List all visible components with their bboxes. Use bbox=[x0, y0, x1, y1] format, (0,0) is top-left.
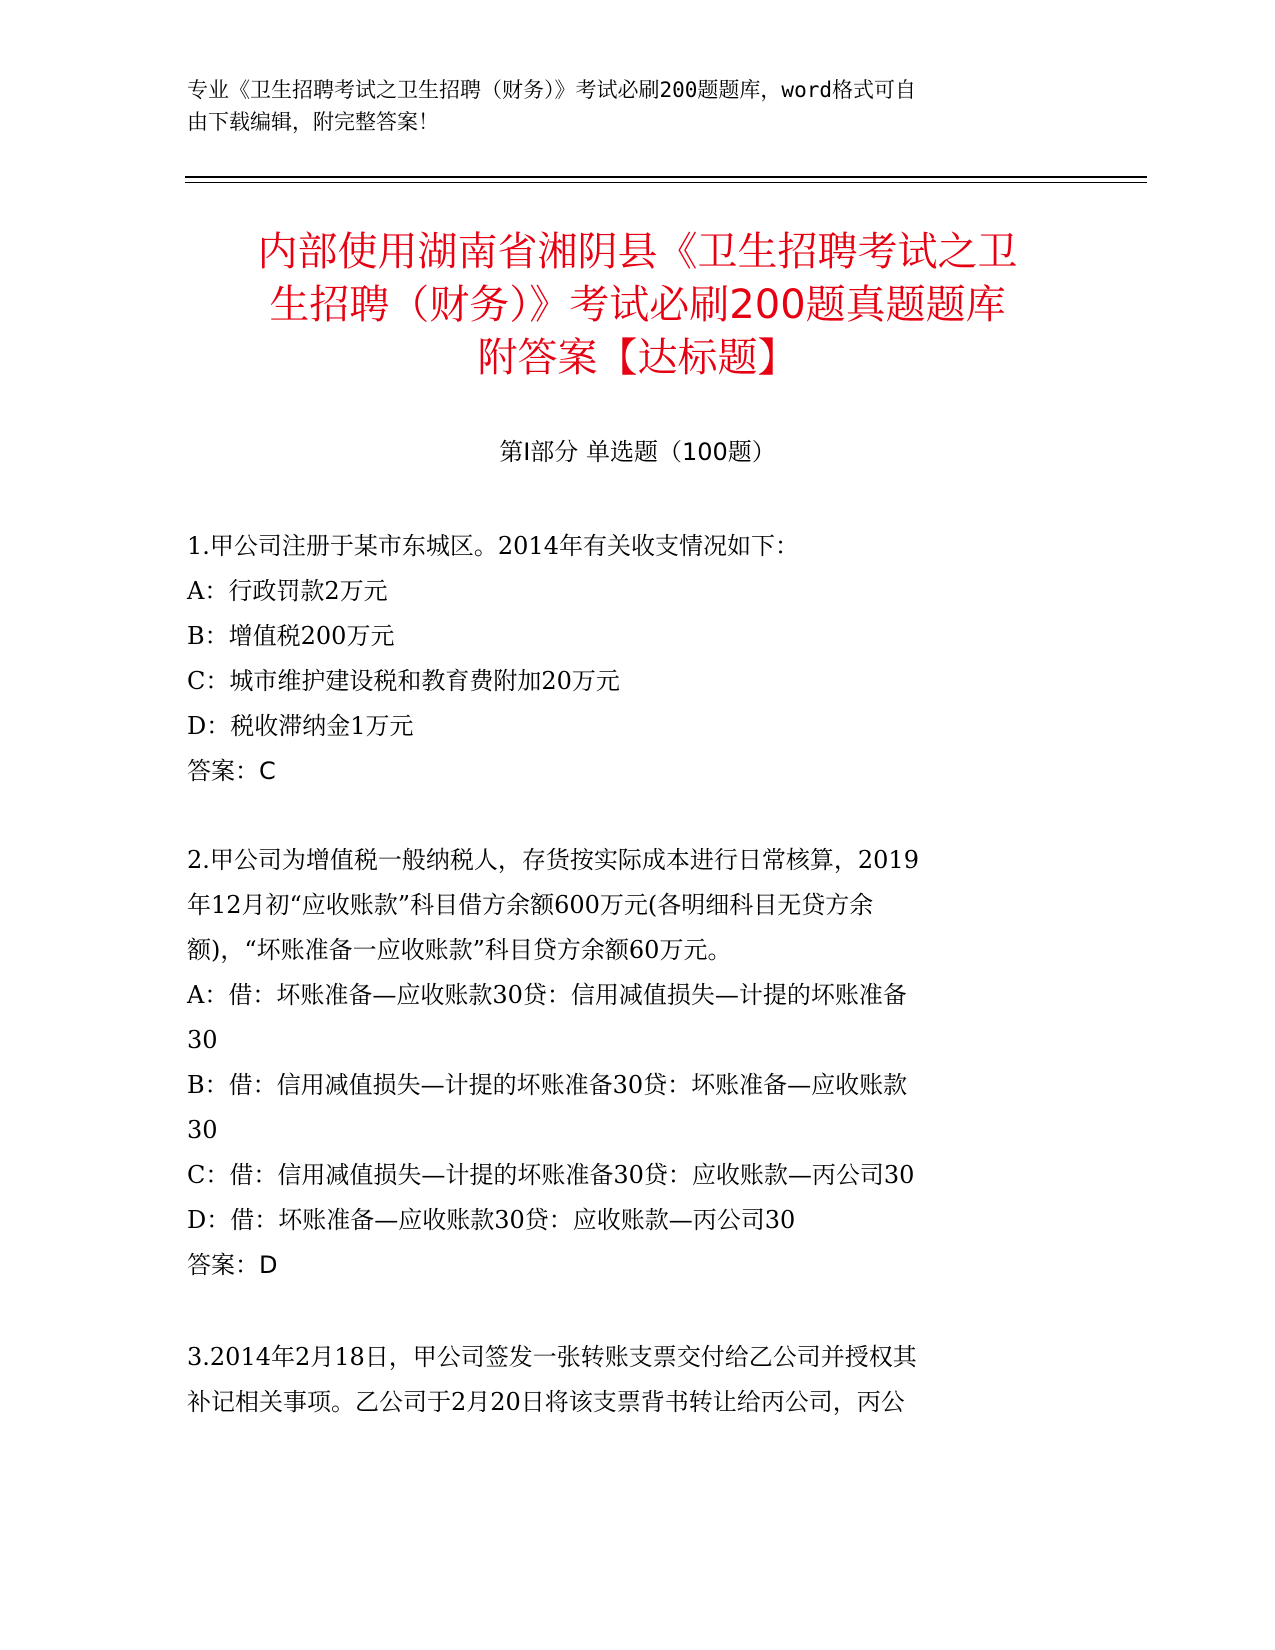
title-line-2: 生招聘（财务）》考试必刷200题真题题库 bbox=[269, 282, 1006, 328]
option-c: C：城市维护建设税和教育费附加20万元 bbox=[187, 667, 620, 695]
header-note-line-1: 专业《卫生招聘考试之卫生招聘（财务）》考试必刷200题题库，word格式可自 bbox=[187, 78, 916, 102]
question-text: 1.甲公司注册于某市东城区。2014年有关收支情况如下： bbox=[187, 532, 799, 560]
question-text: 补记相关事项。乙公司于2月20日将该支票背书转让给丙公司，丙公 bbox=[187, 1388, 905, 1416]
title-line-1: 内部使用湖南省湘阴县《卫生招聘考试之卫 bbox=[257, 229, 1018, 275]
option-b: B：增值税200万元 bbox=[187, 622, 395, 650]
question-2 bbox=[187, 838, 1077, 1288]
answer: 答案：C bbox=[187, 757, 276, 785]
header-note bbox=[187, 74, 1067, 138]
option-d: D：税收滞纳金1万元 bbox=[187, 712, 414, 740]
title-line-3: 附答案【达标题】 bbox=[477, 335, 798, 381]
header-note-line-2: 由下载编辑，附完整答案！ bbox=[187, 110, 439, 134]
option-c: C：借：信用减值损失—计提的坏账准备30贷：应收账款—丙公司30 bbox=[187, 1161, 915, 1189]
option-b-continued: 30 bbox=[187, 1116, 218, 1144]
question-text: 年12月初“应收账款”科目借方余额600万元(各明细科目无贷方余 bbox=[187, 891, 874, 919]
header-divider-thick bbox=[185, 176, 1147, 178]
question-1 bbox=[187, 524, 1077, 794]
option-a-continued: 30 bbox=[187, 1026, 218, 1054]
question-text: 3.2014年2月18日，甲公司签发一张转账支票交付给乙公司并授权其 bbox=[187, 1343, 917, 1371]
question-3 bbox=[187, 1335, 1077, 1425]
section-title: 第Ⅰ部分 单选题（100题） bbox=[499, 438, 776, 466]
option-a: A：借：坏账准备—应收账款30贷：信用减值损失—计提的坏账准备 bbox=[187, 981, 907, 1009]
question-text: 2.甲公司为增值税一般纳税人，存货按实际成本进行日常核算，2019 bbox=[187, 846, 919, 874]
option-a: A：行政罚款2万元 bbox=[187, 577, 388, 605]
question-text: 额)，“坏账准备一应收账款”科目贷方余额60万元。 bbox=[187, 936, 732, 964]
answer: 答案：D bbox=[187, 1251, 278, 1279]
header-divider-thin bbox=[185, 182, 1147, 183]
option-b: B：借：信用减值损失—计提的坏账准备30贷：坏账准备—应收账款 bbox=[187, 1071, 908, 1099]
option-d: D：借：坏账准备—应收账款30贷：应收账款—丙公司30 bbox=[187, 1206, 796, 1234]
document-title bbox=[160, 226, 1115, 385]
